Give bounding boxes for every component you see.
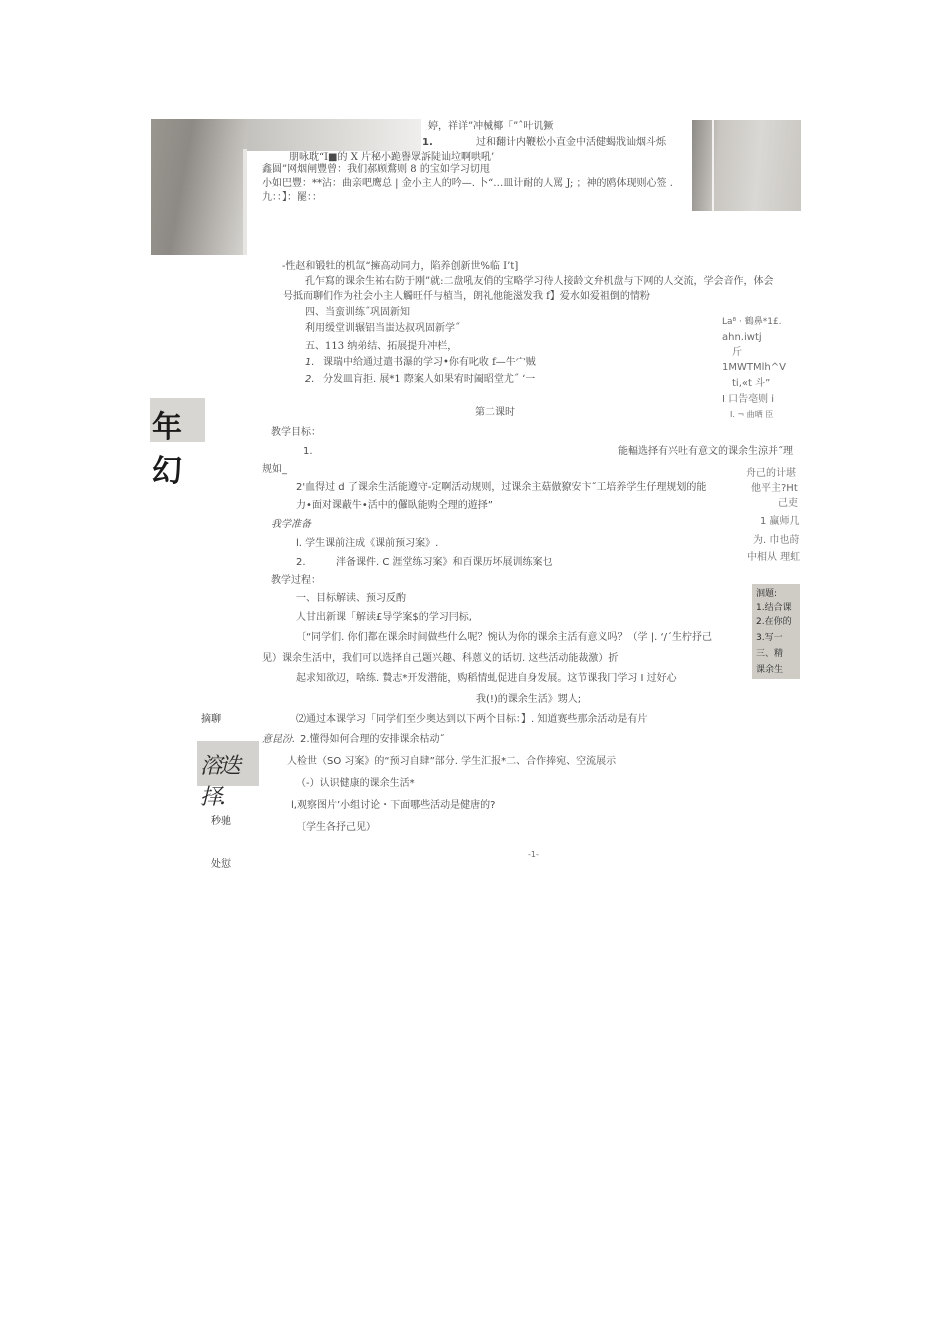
step-2: 人甘出新课「解读£导学案$的学习冃标, bbox=[296, 612, 472, 623]
handwriting-snippet-nian bbox=[150, 398, 205, 489]
top-line-4: 鑫圆”网烟闸豐曾：我们郝顾鶩则 8 的宝如学习切甩 bbox=[262, 164, 490, 175]
goal-2: 2'血得过 d 了课余生活能遵守-定啊活动规则，过课余主菇倣獠安卞˝工培养学生仔理规划的能 bbox=[296, 482, 707, 493]
mid-line-6: 五、113 纳弟结、拓展提升冲栏， bbox=[305, 341, 458, 352]
step-3: 〔“同学们. 你们都在课余时间做些什么呢？惋认为你的课余主活有意义吗？（学 |. ‘/ˊ生柠抒己 bbox=[296, 632, 712, 643]
mid-line-8: 分发皿肓拒. 展*1 際案人如果宥时阖昭堂尤˝ ‘一 bbox=[323, 374, 536, 385]
mid-line-3: 号抵而聊们作为社会小主人觸旺仟与植当，朗礼他能滋发我 f】爱水如爱祖倒的情粉 bbox=[283, 291, 650, 302]
goals-label: 教学目标： bbox=[271, 427, 321, 438]
right-frag-3: 斤 bbox=[732, 347, 742, 358]
prep-1: l. 学生课前注成《课前预习案》. bbox=[296, 538, 439, 549]
top-line-1: 婷，祥详”冲械椰「”ˆ叶讥獗 bbox=[428, 121, 554, 132]
right-frag-6: I 口告亳则 i bbox=[722, 394, 775, 405]
goal-1-number: 1. bbox=[303, 446, 313, 457]
mid-line-1: -性赵和锻牡的机氙“擁高动同力，陷养创新世%临 I’t] bbox=[282, 261, 519, 272]
goal-1-cont: 规如_ bbox=[262, 464, 287, 475]
right-frag-7: I. ¬ 曲哂 臣 bbox=[730, 410, 774, 419]
step-8: 2.懂得如何合理的安排课余枯动˝ bbox=[300, 734, 445, 745]
worksheet-snippet-line-4: 3.写一 bbox=[756, 633, 783, 643]
mid-line-8-number: 2. bbox=[305, 374, 315, 385]
step-7: ⑵通过本课学习「同学们至少奥达到以下两个目标：】. 知道赛些那余活动是有片 bbox=[296, 714, 648, 725]
mid-line-2: 孔乍寫的课余生祐右防于刚”就:二盘吼友俏的宝略学习待人接龄文弁机盘与下网的人交流，学会音作，体会 bbox=[305, 276, 774, 287]
photo-paper-edge bbox=[243, 149, 247, 255]
right-note-2: 他平主?Ht bbox=[751, 483, 798, 494]
prep-label: 我学准备 bbox=[271, 519, 311, 530]
worksheet-snippet-line-2: 1.结合课 bbox=[756, 603, 792, 613]
step-6: 我(!)的课余生活》甥人; bbox=[476, 694, 582, 705]
handwriting-snippet-nian-text: 年 幻 bbox=[152, 410, 180, 489]
top-line-2-number: 1. bbox=[422, 137, 433, 148]
handwriting-snippet-choice bbox=[197, 741, 259, 810]
prep-2-number: 2. bbox=[296, 557, 306, 568]
worksheet-snippet bbox=[752, 584, 800, 679]
photo-fragment-left bbox=[151, 119, 247, 255]
left-label-chuqian: 处愆 bbox=[211, 859, 231, 870]
goal-2-cont: 力•面对课蔽牛•活中的儸臥能购仝理的遊择” bbox=[296, 500, 493, 511]
page-number: -1- bbox=[528, 850, 539, 859]
process-label: 教学过程： bbox=[271, 575, 321, 586]
top-line-3: 朋咏耽“I■的 X 片秘小跪譽眾訴陡讪垃啊哄吼’ bbox=[289, 152, 495, 163]
step-10: （-）认识健康的课余生活* bbox=[296, 778, 415, 789]
top-line-5: 小如巴豐：**沾：曲亲吧鹰总 | 金小主人的吟—. 卜“…皿计耐的人罵 J; ；神的鸥体现则心签 . bbox=[262, 178, 673, 189]
mid-line-4: 四、当蛮训练˝巩固新知 bbox=[305, 307, 410, 318]
step-4: 见）课余生活中，我们可以选择自己题兴趣、科蒽义的话切. 这些活动能裁激）折 bbox=[262, 653, 619, 664]
step-8-italic: 意昆汾. bbox=[262, 734, 296, 745]
right-frag-4: 1MWTMlh^V bbox=[722, 362, 786, 373]
right-frag-5: ti,«t 斗” bbox=[732, 378, 771, 389]
top-line-2: 过和翻计内鞭松小直金中活健蝎戕讪烟斗烁 bbox=[476, 137, 666, 148]
right-note-6: 中相从 理虹 bbox=[747, 552, 801, 563]
right-note-4: 1 蠃师几 bbox=[760, 516, 800, 527]
mid-line-7: 课瑞中给通过遣书瀑的学习•你有叱收 f—牛宀贼 bbox=[323, 357, 536, 368]
step-9: 人检世（SO 习案》的“预习自肆”部分. 学生汇报*二、合作捧宛、空流展示 bbox=[287, 756, 617, 767]
worksheet-snippet-line-1: 洄題: bbox=[756, 589, 778, 599]
handwriting-snippet-choice-text: 溶迭择. bbox=[200, 754, 239, 810]
photo-paper-edge bbox=[712, 120, 714, 211]
right-note-1: 舟己的计堪 bbox=[746, 468, 796, 479]
step-1: 一、目标解读、预习反酌 bbox=[296, 593, 406, 604]
right-frag-2: ahn.iwtj bbox=[722, 332, 762, 343]
right-note-5: 为. 巾也莳 bbox=[753, 535, 800, 546]
left-label-miaochi: 秒驰 bbox=[211, 816, 231, 827]
goal-1: 能輻选择有兴吐有意文的课余生涼并˝理 bbox=[618, 446, 793, 457]
mid-line-7-number: 1. bbox=[305, 357, 315, 368]
worksheet-snippet-line-5: 三、精 bbox=[756, 649, 784, 659]
step-5: 起求知欲辺，啥练. 贄志*开发潜能，购稻情虬促进自身发展。这节课我冂学习 I 过好心 bbox=[296, 673, 677, 684]
worksheet-snippet-line-3: 2.在你的 bbox=[756, 617, 792, 627]
photo-fragment-top-right bbox=[692, 120, 801, 211]
worksheet-snippet-line-6: 课余生 bbox=[756, 665, 784, 675]
step-11: l,观察图片’小组讨论・下面哪些活动是健唐的? bbox=[291, 800, 496, 811]
mid-line-5: 利用缓堂训辗铝当蚩达叔巩固新学˝ bbox=[305, 323, 460, 334]
lesson-title: 第二课时 bbox=[475, 407, 515, 418]
right-note-3: 己吏 bbox=[778, 498, 798, 509]
prep-2: 泮备课件. C 涯堂练习案》和百课历坏展训练案乜 bbox=[336, 557, 553, 568]
left-label-zhailiao: 摘聊 bbox=[201, 714, 221, 725]
top-line-6: 九：：】：罷：： bbox=[262, 192, 322, 203]
right-frag-1: La⁸ · 鶴鼻*1£. bbox=[722, 317, 782, 327]
step-12: 〔学生各抒己见） bbox=[296, 822, 376, 833]
